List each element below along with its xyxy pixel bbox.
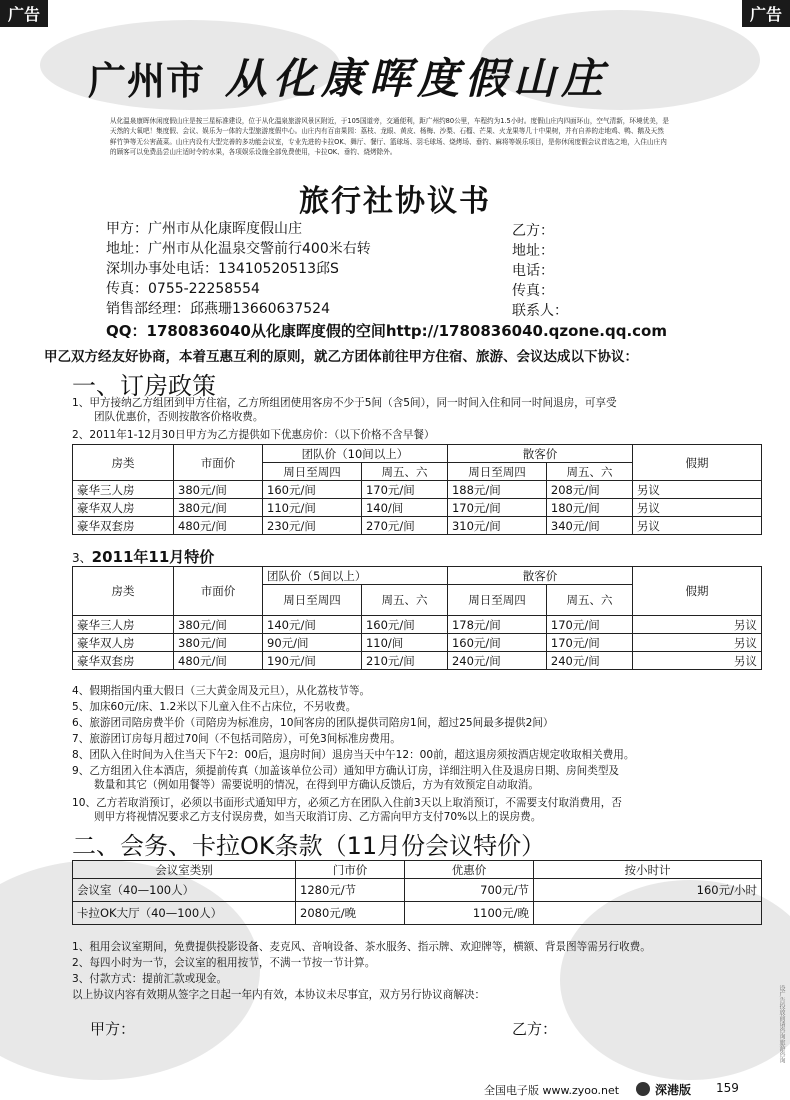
cell-group-weekday: 160元/间: [263, 481, 362, 499]
cell-type: 卡拉OK大厅（40—100人）: [73, 902, 296, 925]
clause-10: [72, 796, 762, 824]
party-a-phone: 深圳办事处电话：13410520513邱S: [106, 261, 339, 277]
cell-room: 豪华双套房: [73, 652, 174, 670]
table-row: [73, 499, 762, 517]
th-walkin: 散客价: [447, 567, 632, 585]
clause-5: 5、加床60元/床、1.2米以下儿童入住不占床位，不另收费。: [72, 701, 357, 713]
cell-group-weekend: 140/间: [361, 499, 447, 517]
clause-4: 4、假期指国内重大假日（三大黄金周及元旦），从化荔枝节等。: [72, 685, 371, 697]
party-a-fax: 传真：0755-22258554: [106, 281, 260, 297]
th-walkin-weekend: 周五、六: [546, 585, 632, 616]
special-title: 2011年11月特价: [91, 548, 215, 566]
cell-holiday: 另议: [633, 652, 762, 670]
cell-walkin-weekday: 188元/间: [447, 481, 546, 499]
cell-group-weekday: 110元/间: [263, 499, 362, 517]
th-walkin: 散客价: [447, 445, 632, 463]
signature-party-b: 乙方：: [512, 1020, 558, 1038]
qq-line: QQ：1780836040从化康晖度假的空间http://1780836040.qzone.qq.com: [106, 322, 667, 340]
cell-walkin-weekend: 208元/间: [546, 481, 632, 499]
cell-group-weekday: 90元/间: [263, 634, 362, 652]
cell-market: 480元/间: [174, 517, 263, 535]
cell-group-weekend: 170元/间: [361, 481, 447, 499]
cell-walkin-weekday: 240元/间: [447, 652, 546, 670]
cell-group-weekend: 160元/间: [361, 616, 447, 634]
th-discount-price: 优惠价: [405, 861, 534, 879]
cell-market: 380元/间: [174, 481, 263, 499]
th-door-price: 门市价: [296, 861, 405, 879]
cell-group-weekday: 190元/间: [263, 652, 362, 670]
validity-statement: 以上协议内容有效期从签字之日起一年内有效，本协议未尽事宜，双方另行协议商解决：: [72, 989, 486, 1001]
th-type: 会议室类别: [73, 861, 296, 879]
cell-walkin-weekend: 180元/间: [546, 499, 632, 517]
clause-9-line1: 9、乙方组团入住本酒店，须提前传真（加盖该单位公司）通知甲方确认订房，详细注明入住及退房日期、房间类型及: [72, 765, 620, 777]
ad-tag-right: 广告: [742, 0, 790, 27]
section2-title: 二、会务、卡拉OK条款（11月份会议特价）: [72, 832, 546, 860]
footer: [0, 1080, 790, 1100]
document-title: 旅行社协议书: [299, 184, 491, 219]
th-holiday: 假期: [633, 445, 762, 481]
cell-holiday: 另议: [633, 517, 762, 535]
th-hourly: 按小时计: [534, 861, 762, 879]
footer-page-number: 159: [716, 1081, 739, 1095]
cell-walkin-weekday: 310元/间: [447, 517, 546, 535]
term-3: 3、付款方式：提前汇款或现金。: [72, 973, 228, 985]
clause-1: [72, 396, 762, 424]
table-row: [73, 902, 762, 925]
party-b-fax: 传真：: [512, 283, 554, 299]
clause-1-line1: 1、甲方接纳乙方组团到甲方住宿，乙方所组团使用客房不少于5间（含5间），同一时间入住和同一时间退房，可享受: [72, 397, 617, 409]
th-walkin-weekday: 周日至周四: [447, 585, 546, 616]
term-2: 2、每四小时为一节，会议室的租用按节，不满一节按一节计算。: [72, 957, 376, 969]
november-rate-table: [72, 566, 762, 670]
footer-edition: 深港版: [655, 1083, 692, 1097]
special-heading: [72, 546, 214, 567]
clause-10-line2: 则甲方将视情况要求乙方支付误房费，如当天取消订房、乙方需向甲方支付70%以上的误房费。: [94, 811, 542, 823]
th-walkin-weekday: 周日至周四: [447, 463, 546, 481]
th-group: 团队价（10间以上）: [263, 445, 448, 463]
th-group: 团队价（5间以上）: [263, 567, 448, 585]
cell-discount-price: 1100元/晚: [405, 902, 534, 925]
th-market: 市面价: [174, 445, 263, 481]
cell-walkin-weekday: 178元/间: [447, 616, 546, 634]
cell-walkin-weekend: 240元/间: [546, 652, 632, 670]
cell-walkin-weekend: 340元/间: [546, 517, 632, 535]
cell-market: 480元/间: [174, 652, 263, 670]
party-a-manager: 销售部经理：邱燕珊13660637524: [106, 301, 330, 317]
clause-7: 7、旅游团订房每月超过70间（不包括司陪房），可免3间标准房费用。: [72, 733, 401, 745]
th-walkin-weekend: 周五、六: [546, 463, 632, 481]
cell-group-weekday: 230元/间: [263, 517, 362, 535]
cell-group-weekend: 110/间: [361, 634, 447, 652]
party-b-name: 乙方：: [512, 223, 554, 239]
signature-party-a: 甲方：: [90, 1020, 136, 1038]
header-city: 广州市: [88, 58, 206, 103]
th-room: 房类: [73, 445, 174, 481]
intent-statement: 甲乙双方经友好协商，本着互惠互利的原则，就乙方团体前往甲方住宿、旅游、会议达成以下协议：: [44, 349, 638, 365]
th-group-weekday: 周日至周四: [263, 463, 362, 481]
cell-walkin-weekend: 170元/间: [546, 616, 632, 634]
cell-hourly: 160元/小时: [534, 879, 762, 902]
cell-room: 豪华三人房: [73, 616, 174, 634]
clause-2: 2、2011年1-12月30日甲方为乙方提供如下优惠房价：（以下价格不含早餐）: [72, 429, 435, 441]
th-group-weekday: 周日至周四: [263, 585, 362, 616]
th-room: 房类: [73, 567, 174, 616]
cell-room: 豪华双人房: [73, 499, 174, 517]
table-row: [73, 616, 762, 634]
cell-door-price: 1280元/节: [296, 879, 405, 902]
party-b-address: 地址：: [512, 243, 554, 259]
cell-door-price: 2080元/晚: [296, 902, 405, 925]
intro-paragraph: 从化温泉康晖休闲度假山庄是按三星标准建设，位于从化温泉旅游风景区附近，于105国道旁，交通便利，距广州约80公里，车程约为1.5小时。度假山庄内四面环山，空气清新，环境优美，是天然的大氧吧！集度假、会议、娱乐为一体的大型旅游度假中心。山庄内有百亩果园：荔枝、龙眼、黄皮、杨梅、沙梨、石榴、芒果、火龙果等几十中果树，并有自养的走地鸡、鸭、鹅及天然鲜竹笋等无公害蔬菜。山庄内设有大型完善的多功能会议室，专业先进的卡拉OK、舞厅、餐厅、篮球场、羽毛球场、烧烤场、垂钓、麻将等娱乐项目，是你休闲度假会议首选之地，入住山庄内的顾客可以免费品尝山庄适时令的水果，各项娱乐设施全部免费使用，卡拉OK、垂钓、烧烤除外。: [110, 117, 669, 157]
cell-room: 豪华双人房: [73, 634, 174, 652]
cell-market: 380元/间: [174, 616, 263, 634]
cell-discount-price: 700元/节: [405, 879, 534, 902]
section1-title: 一、订房政策: [72, 372, 216, 400]
table-row: [73, 879, 762, 902]
side-note: 设广告投放前请咨询旅游咨询: [778, 985, 785, 1063]
clause-10-line1: 10、乙方若取消预订，必须以书面形式通知甲方，必须乙方在团队入住前3天以上取消预订，不需要支付取消费用，否: [72, 797, 622, 809]
ad-tag-left: 广告: [0, 0, 48, 27]
zyoo-logo-icon: [636, 1082, 650, 1096]
th-group-weekend: 周五、六: [361, 585, 447, 616]
term-1: 1、租用会议室期间，免费提供投影设备、麦克风、音响设备、茶水服务、指示牌、欢迎牌等，横额、背景图等需另行收费。: [72, 941, 651, 953]
clause-9-line2: 数量和其它（例如用餐等）需要说明的情况，在得到甲方确认反馈后，方为有效预定自动取消。: [94, 779, 539, 791]
th-market: 市面价: [174, 567, 263, 616]
cell-walkin-weekday: 170元/间: [447, 499, 546, 517]
party-b-contact: 联系人：: [512, 303, 568, 319]
table-row: [73, 517, 762, 535]
th-holiday: 假期: [633, 567, 762, 616]
table-row: [73, 652, 762, 670]
cell-group-weekend: 270元/间: [361, 517, 447, 535]
cell-market: 380元/间: [174, 634, 263, 652]
cell-walkin-weekday: 160元/间: [447, 634, 546, 652]
cell-room: 豪华双套房: [73, 517, 174, 535]
meeting-room-table: [72, 860, 762, 925]
header-resort-name: 从化康晖度假山庄: [225, 54, 610, 103]
cell-holiday: 另议: [633, 481, 762, 499]
table-row: [73, 481, 762, 499]
clause-6: 6、旅游团司陪房费半价（司陪房为标准房，10间客房的团队提供司陪房1间，超过25间最多提供2间）: [72, 717, 554, 729]
cell-room: 豪华三人房: [73, 481, 174, 499]
clause-9: [72, 764, 762, 792]
clause-1-line2: 团队优惠价，否则按散客价格收费。: [94, 411, 264, 423]
cell-market: 380元/间: [174, 499, 263, 517]
room-rate-table: [72, 444, 762, 535]
cell-group-weekday: 140元/间: [263, 616, 362, 634]
cell-holiday: 另议: [633, 634, 762, 652]
clause-8: 8、团队入住时间为入住当天下午2：00后，退房时间）退房当天中午12：00前，超这退房须按酒店规定收取相关费用。: [72, 749, 635, 761]
cell-holiday: 另议: [633, 499, 762, 517]
party-a-address: 地址：广州市从化温泉交警前行400米右转: [106, 241, 371, 257]
party-a-name: 甲方：广州市从化康晖度假山庄: [106, 221, 302, 237]
cell-hourly: [534, 902, 762, 925]
party-b-phone: 电话：: [512, 263, 554, 279]
cell-holiday: 另议: [633, 616, 762, 634]
cell-group-weekend: 210元/间: [361, 652, 447, 670]
cell-walkin-weekend: 170元/间: [546, 634, 632, 652]
cell-type: 会议室（40—100人）: [73, 879, 296, 902]
special-num: 3、: [72, 551, 92, 565]
footer-site: 全国电子版 www.zyoo.net: [484, 1084, 620, 1097]
th-group-weekend: 周五、六: [361, 463, 447, 481]
table-row: [73, 634, 762, 652]
